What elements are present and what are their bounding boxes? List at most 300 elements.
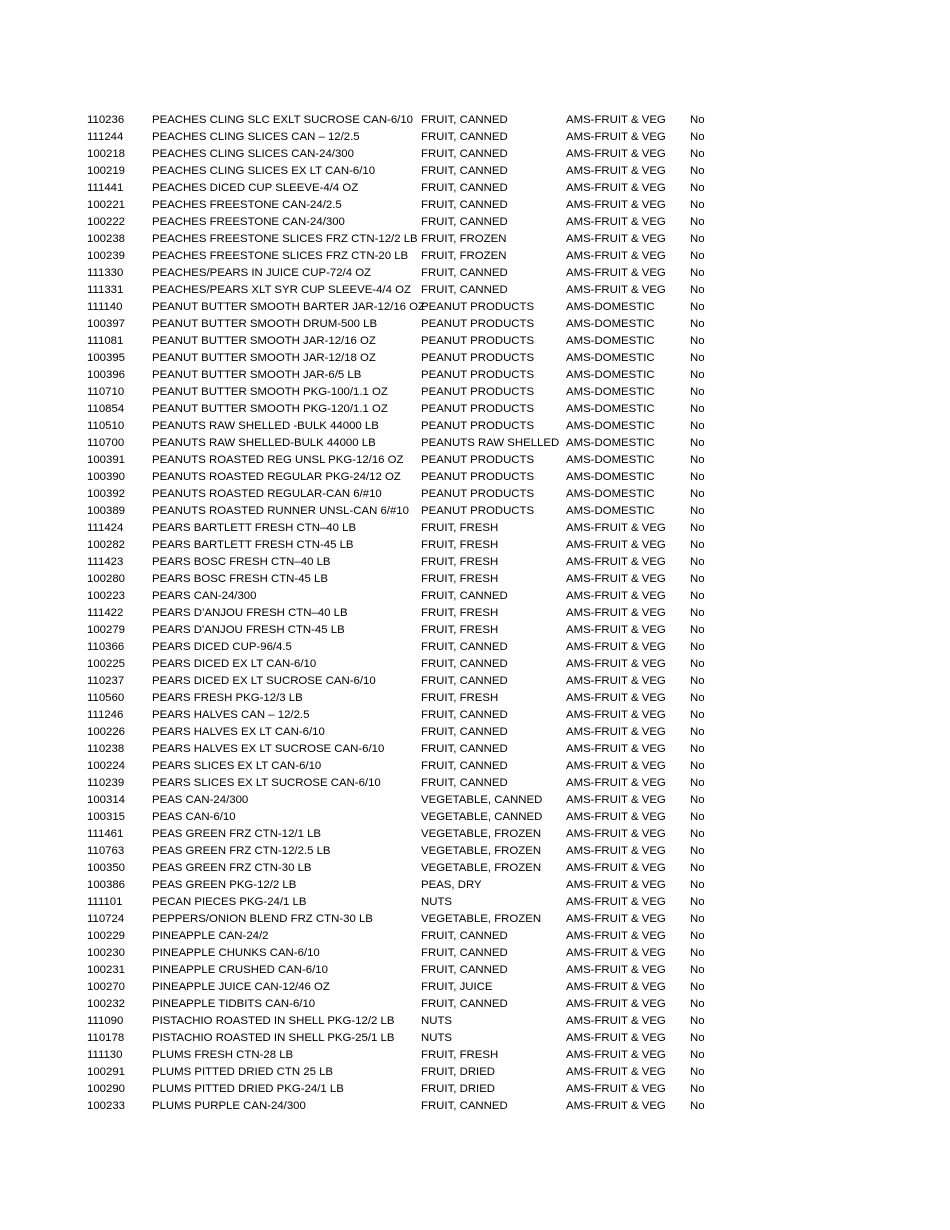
commodity-category: FRUIT, FRESH bbox=[421, 556, 499, 568]
commodity-flag: No bbox=[690, 573, 705, 585]
table-row bbox=[87, 1047, 727, 1064]
commodity-description: PEARS DICED CUP-96/4.5 bbox=[152, 641, 292, 653]
commodity-description: PEACHES FREESTONE SLICES FRZ CTN-20 LB bbox=[152, 250, 409, 262]
commodity-description: PECAN PIECES PKG-24/1 LB bbox=[152, 896, 307, 908]
commodity-code: 100232 bbox=[87, 998, 126, 1010]
commodity-flag: No bbox=[690, 1032, 705, 1044]
commodity-description: PEANUT BUTTER SMOOTH PKG-120/1.1 OZ bbox=[152, 403, 388, 415]
commodity-code: 100270 bbox=[87, 981, 126, 993]
commodity-description: PINEAPPLE TIDBITS CAN-6/10 bbox=[152, 998, 316, 1010]
commodity-agency: AMS-DOMESTIC bbox=[566, 301, 655, 313]
commodity-agency: AMS-FRUIT & VEG bbox=[566, 1032, 666, 1044]
commodity-agency: AMS-FRUIT & VEG bbox=[566, 165, 666, 177]
table-row bbox=[87, 486, 727, 503]
commodity-flag: No bbox=[690, 182, 705, 194]
commodity-category: PEANUT PRODUCTS bbox=[421, 471, 535, 483]
commodity-agency: AMS-DOMESTIC bbox=[566, 471, 655, 483]
commodity-agency: AMS-FRUIT & VEG bbox=[566, 522, 666, 534]
commodity-flag: No bbox=[690, 1083, 705, 1095]
commodity-code: 111424 bbox=[87, 522, 124, 534]
commodity-flag: No bbox=[690, 267, 705, 279]
commodity-code: 100282 bbox=[87, 539, 126, 551]
commodity-flag: No bbox=[690, 505, 705, 517]
commodity-agency: AMS-FRUIT & VEG bbox=[566, 726, 666, 738]
commodity-agency: AMS-DOMESTIC bbox=[566, 505, 655, 517]
commodity-agency: AMS-FRUIT & VEG bbox=[566, 233, 666, 245]
commodity-agency: AMS-FRUIT & VEG bbox=[566, 607, 666, 619]
commodity-flag: No bbox=[690, 403, 705, 415]
commodity-code: 111461 bbox=[87, 828, 124, 840]
commodity-flag: No bbox=[690, 624, 705, 636]
commodity-category: PEANUT PRODUCTS bbox=[421, 301, 535, 313]
commodity-category: FRUIT, CANNED bbox=[421, 641, 508, 653]
commodity-agency: AMS-FRUIT & VEG bbox=[566, 777, 666, 789]
table-row bbox=[87, 163, 727, 180]
commodity-flag: No bbox=[690, 301, 705, 313]
commodity-category: PEANUT PRODUCTS bbox=[421, 403, 535, 415]
commodity-flag: No bbox=[690, 998, 705, 1010]
commodity-code: 100395 bbox=[87, 352, 126, 364]
commodity-code: 100386 bbox=[87, 879, 126, 891]
commodity-category: FRUIT, FRESH bbox=[421, 624, 499, 636]
commodity-description: PEPPERS/ONION BLEND FRZ CTN-30 LB bbox=[152, 913, 373, 925]
table-row bbox=[87, 962, 727, 979]
commodity-category: FRUIT, FRESH bbox=[421, 522, 499, 534]
commodity-description: PEAS CAN-24/300 bbox=[152, 794, 249, 806]
commodity-category: FRUIT, CANNED bbox=[421, 199, 508, 211]
commodity-code: 111331 bbox=[87, 284, 124, 296]
commodity-agency: AMS-FRUIT & VEG bbox=[566, 981, 666, 993]
commodity-flag: No bbox=[690, 1015, 705, 1027]
table-row bbox=[87, 758, 727, 775]
commodity-code: 111140 bbox=[87, 301, 123, 313]
commodity-description: PEARS BARTLETT FRESH CTN-45 LB bbox=[152, 539, 354, 551]
table-row bbox=[87, 622, 727, 639]
commodity-category: FRUIT, CANNED bbox=[421, 131, 508, 143]
commodity-category: FRUIT, FRESH bbox=[421, 539, 499, 551]
commodity-code: 110724 bbox=[87, 913, 125, 925]
commodity-description: PEANUTS ROASTED RUNNER UNSL-CAN 6/#10 bbox=[152, 505, 409, 517]
commodity-description: PLUMS PITTED DRIED CTN 25 LB bbox=[152, 1066, 334, 1078]
commodity-description: PEAS GREEN FRZ CTN-12/1 LB bbox=[152, 828, 322, 840]
table-row bbox=[87, 1030, 727, 1047]
commodity-flag: No bbox=[690, 233, 705, 245]
table-row bbox=[87, 112, 727, 129]
commodity-flag: No bbox=[690, 352, 705, 364]
commodity-description: PEACHES FREESTONE SLICES FRZ CTN-12/2 LB bbox=[152, 233, 418, 245]
commodity-code: 100239 bbox=[87, 250, 126, 262]
commodity-description: PEACHES FREESTONE CAN-24/2.5 bbox=[152, 199, 342, 211]
commodity-category: PEAS, DRY bbox=[421, 879, 482, 891]
commodity-flag: No bbox=[690, 1049, 705, 1061]
commodity-category: FRUIT, CANNED bbox=[421, 1100, 508, 1112]
commodity-category: FRUIT, CANNED bbox=[421, 148, 508, 160]
commodity-agency: AMS-FRUIT & VEG bbox=[566, 947, 666, 959]
table-row bbox=[87, 503, 727, 520]
commodity-description: PEARS BOSC FRESH CTN–40 LB bbox=[152, 556, 331, 568]
table-row bbox=[87, 520, 727, 537]
commodity-code: 100279 bbox=[87, 624, 126, 636]
commodity-description: PEACHES CLING SLICES CAN – 12/2.5 bbox=[152, 131, 360, 143]
table-row bbox=[87, 979, 727, 996]
commodity-description: PEACHES CLING SLICES CAN-24/300 bbox=[152, 148, 354, 160]
commodity-description: PEAS GREEN FRZ CTN-30 LB bbox=[152, 862, 312, 874]
table-row bbox=[87, 180, 727, 197]
commodity-flag: No bbox=[690, 386, 705, 398]
commodity-flag: No bbox=[690, 658, 705, 670]
commodity-code: 100280 bbox=[87, 573, 126, 585]
commodity-description: PEANUT BUTTER SMOOTH BARTER JAR-12/16 OZ bbox=[152, 301, 426, 313]
commodity-agency: AMS-FRUIT & VEG bbox=[566, 1100, 666, 1112]
commodity-agency: AMS-FRUIT & VEG bbox=[566, 794, 666, 806]
table-row bbox=[87, 435, 727, 452]
commodity-description: PEACHES CLING SLC EXLT SUCROSE CAN-6/10 bbox=[152, 114, 414, 126]
commodity-code: 111330 bbox=[87, 267, 124, 279]
commodity-category: FRUIT, CANNED bbox=[421, 760, 508, 772]
commodity-agency: AMS-FRUIT & VEG bbox=[566, 1083, 666, 1095]
commodity-category: PEANUT PRODUCTS bbox=[421, 488, 535, 500]
commodity-flag: No bbox=[690, 148, 705, 160]
commodity-agency: AMS-FRUIT & VEG bbox=[566, 267, 666, 279]
commodity-code: 110510 bbox=[87, 420, 125, 432]
table-row bbox=[87, 248, 727, 265]
commodity-code: 110237 bbox=[87, 675, 125, 687]
commodity-description: PEANUTS RAW SHELLED-BULK 44000 LB bbox=[152, 437, 376, 449]
table-row bbox=[87, 129, 727, 146]
table-row bbox=[87, 571, 727, 588]
commodity-agency: AMS-FRUIT & VEG bbox=[566, 743, 666, 755]
commodity-description: PEAS CAN-6/10 bbox=[152, 811, 236, 823]
commodity-category: FRUIT, FRESH bbox=[421, 607, 499, 619]
commodity-description: PEARS HALVES CAN – 12/2.5 bbox=[152, 709, 310, 721]
commodity-flag: No bbox=[690, 335, 705, 347]
commodity-category: FRUIT, FRESH bbox=[421, 692, 499, 704]
commodity-agency: AMS-DOMESTIC bbox=[566, 369, 655, 381]
commodity-code: 110560 bbox=[87, 692, 125, 704]
commodity-flag: No bbox=[690, 284, 705, 296]
table-row bbox=[87, 605, 727, 622]
commodity-description: PEACHES CLING SLICES EX LT CAN-6/10 bbox=[152, 165, 376, 177]
commodity-category: FRUIT, DRIED bbox=[421, 1066, 496, 1078]
commodity-flag: No bbox=[690, 845, 705, 857]
commodity-code: 100225 bbox=[87, 658, 126, 670]
commodity-description: PISTACHIO ROASTED IN SHELL PKG-25/1 LB bbox=[152, 1032, 395, 1044]
commodity-flag: No bbox=[690, 131, 705, 143]
table-row bbox=[87, 673, 727, 690]
commodity-flag: No bbox=[690, 743, 705, 755]
commodity-agency: AMS-FRUIT & VEG bbox=[566, 199, 666, 211]
commodity-flag: No bbox=[690, 369, 705, 381]
commodity-agency: AMS-FRUIT & VEG bbox=[566, 879, 666, 891]
commodity-agency: AMS-FRUIT & VEG bbox=[566, 845, 666, 857]
commodity-category: PEANUT PRODUCTS bbox=[421, 318, 535, 330]
commodity-flag: No bbox=[690, 726, 705, 738]
commodity-flag: No bbox=[690, 947, 705, 959]
commodity-category: FRUIT, FROZEN bbox=[421, 233, 507, 245]
table-row bbox=[87, 588, 727, 605]
commodity-code: 100238 bbox=[87, 233, 126, 245]
table-row bbox=[87, 333, 727, 350]
commodity-flag: No bbox=[690, 692, 705, 704]
commodity-description: PEANUT BUTTER SMOOTH DRUM-500 LB bbox=[152, 318, 378, 330]
commodity-code: 111246 bbox=[87, 709, 124, 721]
commodity-category: NUTS bbox=[421, 1032, 453, 1044]
commodity-agency: AMS-FRUIT & VEG bbox=[566, 131, 666, 143]
commodity-description: PEARS BARTLETT FRESH CTN–40 LB bbox=[152, 522, 357, 534]
commodity-flag: No bbox=[690, 1066, 705, 1078]
commodity-category: PEANUT PRODUCTS bbox=[421, 420, 535, 432]
commodity-description: PLUMS PITTED DRIED PKG-24/1 LB bbox=[152, 1083, 344, 1095]
commodity-description: PEANUTS ROASTED REGULAR PKG-24/12 OZ bbox=[152, 471, 401, 483]
commodity-flag: No bbox=[690, 862, 705, 874]
commodity-description: PINEAPPLE JUICE CAN-12/46 OZ bbox=[152, 981, 330, 993]
table-row bbox=[87, 1064, 727, 1081]
commodity-category: FRUIT, FRESH bbox=[421, 1049, 499, 1061]
commodity-flag: No bbox=[690, 114, 705, 126]
commodity-flag: No bbox=[690, 420, 705, 432]
table-row bbox=[87, 554, 727, 571]
commodity-agency: AMS-FRUIT & VEG bbox=[566, 964, 666, 976]
commodity-description: PEARS DICED EX LT CAN-6/10 bbox=[152, 658, 317, 670]
commodity-code: 110854 bbox=[87, 403, 125, 415]
commodity-agency: AMS-FRUIT & VEG bbox=[566, 1015, 666, 1027]
commodity-flag: No bbox=[690, 488, 705, 500]
commodity-code: 111244 bbox=[87, 131, 124, 143]
table-row bbox=[87, 214, 727, 231]
commodity-agency: AMS-DOMESTIC bbox=[566, 352, 655, 364]
table-row bbox=[87, 384, 727, 401]
table-row bbox=[87, 639, 727, 656]
commodity-category: FRUIT, DRIED bbox=[421, 1083, 496, 1095]
commodity-agency: AMS-FRUIT & VEG bbox=[566, 930, 666, 942]
commodity-category: FRUIT, CANNED bbox=[421, 777, 508, 789]
commodity-agency: AMS-FRUIT & VEG bbox=[566, 182, 666, 194]
table-row bbox=[87, 690, 727, 707]
table-row bbox=[87, 843, 727, 860]
table-row bbox=[87, 1098, 727, 1115]
commodity-flag: No bbox=[690, 216, 705, 228]
commodity-category: PEANUT PRODUCTS bbox=[421, 505, 535, 517]
commodity-agency: AMS-FRUIT & VEG bbox=[566, 760, 666, 772]
commodity-category: VEGETABLE, FROZEN bbox=[421, 913, 542, 925]
commodity-agency: AMS-DOMESTIC bbox=[566, 403, 655, 415]
table-row bbox=[87, 350, 727, 367]
commodity-category: PEANUTS RAW SHELLED bbox=[421, 437, 560, 449]
commodity-agency: AMS-FRUIT & VEG bbox=[566, 590, 666, 602]
commodity-category: FRUIT, CANNED bbox=[421, 165, 508, 177]
table-row bbox=[87, 996, 727, 1013]
table-row bbox=[87, 537, 727, 554]
commodity-code: 111101 bbox=[87, 896, 123, 908]
commodity-code: 100392 bbox=[87, 488, 126, 500]
commodity-description: PEANUT BUTTER SMOOTH JAR-12/16 OZ bbox=[152, 335, 376, 347]
commodity-agency: AMS-DOMESTIC bbox=[566, 335, 655, 347]
commodity-flag: No bbox=[690, 760, 705, 772]
commodity-flag: No bbox=[690, 828, 705, 840]
commodity-description: PEARS SLICES EX LT CAN-6/10 bbox=[152, 760, 322, 772]
commodity-code: 111090 bbox=[87, 1015, 124, 1027]
commodity-category: FRUIT, JUICE bbox=[421, 981, 493, 993]
commodity-code: 110236 bbox=[87, 114, 125, 126]
commodity-agency: AMS-FRUIT & VEG bbox=[566, 573, 666, 585]
table-row bbox=[87, 775, 727, 792]
commodity-category: FRUIT, FROZEN bbox=[421, 250, 507, 262]
commodity-description: PINEAPPLE CRUSHED CAN-6/10 bbox=[152, 964, 328, 976]
commodity-description: PINEAPPLE CHUNKS CAN-6/10 bbox=[152, 947, 320, 959]
commodity-category: VEGETABLE, CANNED bbox=[421, 794, 543, 806]
table-row bbox=[87, 894, 727, 911]
commodity-code: 100222 bbox=[87, 216, 126, 228]
commodity-category: FRUIT, CANNED bbox=[421, 964, 508, 976]
commodity-flag: No bbox=[690, 964, 705, 976]
commodity-agency: AMS-DOMESTIC bbox=[566, 488, 655, 500]
commodity-category: FRUIT, FRESH bbox=[421, 573, 499, 585]
table-row bbox=[87, 1081, 727, 1098]
commodity-description: PEANUTS RAW SHELLED -BULK 44000 LB bbox=[152, 420, 379, 432]
commodity-category: PEANUT PRODUCTS bbox=[421, 335, 535, 347]
commodity-code: 111422 bbox=[87, 607, 124, 619]
commodity-category: PEANUT PRODUCTS bbox=[421, 352, 535, 364]
commodity-agency: AMS-FRUIT & VEG bbox=[566, 1049, 666, 1061]
commodity-code: 100219 bbox=[87, 165, 126, 177]
commodity-category: FRUIT, CANNED bbox=[421, 284, 508, 296]
commodity-agency: AMS-FRUIT & VEG bbox=[566, 641, 666, 653]
commodity-code: 100229 bbox=[87, 930, 126, 942]
commodity-agency: AMS-DOMESTIC bbox=[566, 386, 655, 398]
commodity-agency: AMS-DOMESTIC bbox=[566, 437, 655, 449]
commodity-category: FRUIT, CANNED bbox=[421, 743, 508, 755]
commodity-flag: No bbox=[690, 913, 705, 925]
commodity-flag: No bbox=[690, 437, 705, 449]
commodity-code: 110238 bbox=[87, 743, 125, 755]
table-row bbox=[87, 452, 727, 469]
commodity-flag: No bbox=[690, 981, 705, 993]
commodity-agency: AMS-FRUIT & VEG bbox=[566, 828, 666, 840]
table-row bbox=[87, 741, 727, 758]
commodity-flag: No bbox=[690, 879, 705, 891]
commodity-code: 100218 bbox=[87, 148, 126, 160]
commodity-flag: No bbox=[690, 454, 705, 466]
commodity-category: NUTS bbox=[421, 1015, 453, 1027]
table-row bbox=[87, 911, 727, 928]
commodity-flag: No bbox=[690, 777, 705, 789]
table-row bbox=[87, 299, 727, 316]
commodity-agency: AMS-FRUIT & VEG bbox=[566, 556, 666, 568]
commodity-code: 100221 bbox=[87, 199, 126, 211]
table-row bbox=[87, 826, 727, 843]
commodity-description: PISTACHIO ROASTED IN SHELL PKG-12/2 LB bbox=[152, 1015, 395, 1027]
table-row bbox=[87, 809, 727, 826]
commodity-flag: No bbox=[690, 675, 705, 687]
commodity-flag: No bbox=[690, 1100, 705, 1112]
commodity-category: FRUIT, CANNED bbox=[421, 182, 508, 194]
commodity-agency: AMS-FRUIT & VEG bbox=[566, 692, 666, 704]
commodity-flag: No bbox=[690, 556, 705, 568]
commodity-category: VEGETABLE, FROZEN bbox=[421, 845, 542, 857]
commodity-code: 100230 bbox=[87, 947, 126, 959]
commodity-flag: No bbox=[690, 607, 705, 619]
table-row bbox=[87, 860, 727, 877]
commodity-category: PEANUT PRODUCTS bbox=[421, 386, 535, 398]
commodity-code: 100291 bbox=[87, 1066, 126, 1078]
commodity-agency: AMS-FRUIT & VEG bbox=[566, 675, 666, 687]
table-row bbox=[87, 231, 727, 248]
commodity-code: 100391 bbox=[87, 454, 126, 466]
commodity-code: 111081 bbox=[87, 335, 124, 347]
commodity-flag: No bbox=[690, 709, 705, 721]
commodity-agency: AMS-FRUIT & VEG bbox=[566, 658, 666, 670]
commodity-description: PEARS FRESH PKG-12/3 LB bbox=[152, 692, 303, 704]
commodity-flag: No bbox=[690, 318, 705, 330]
commodity-agency: AMS-FRUIT & VEG bbox=[566, 284, 666, 296]
table-row bbox=[87, 928, 727, 945]
commodity-description: PEARS HALVES EX LT CAN-6/10 bbox=[152, 726, 325, 738]
commodity-flag: No bbox=[690, 590, 705, 602]
commodity-category: PEANUT PRODUCTS bbox=[421, 369, 535, 381]
commodity-category: FRUIT, CANNED bbox=[421, 709, 508, 721]
commodity-agency: AMS-FRUIT & VEG bbox=[566, 148, 666, 160]
commodity-agency: AMS-FRUIT & VEG bbox=[566, 216, 666, 228]
commodity-category: FRUIT, CANNED bbox=[421, 590, 508, 602]
commodity-category: PEANUT PRODUCTS bbox=[421, 454, 535, 466]
commodity-flag: No bbox=[690, 471, 705, 483]
commodity-flag: No bbox=[690, 811, 705, 823]
commodity-agency: AMS-FRUIT & VEG bbox=[566, 998, 666, 1010]
commodity-code: 100397 bbox=[87, 318, 126, 330]
commodity-flag: No bbox=[690, 250, 705, 262]
commodity-code: 110178 bbox=[87, 1032, 125, 1044]
table-row bbox=[87, 265, 727, 282]
table-row bbox=[87, 792, 727, 809]
commodity-table bbox=[87, 112, 727, 1115]
commodity-code: 110239 bbox=[87, 777, 125, 789]
table-row bbox=[87, 724, 727, 741]
commodity-code: 111441 bbox=[87, 182, 124, 194]
commodity-code: 100389 bbox=[87, 505, 126, 517]
commodity-code: 111130 bbox=[87, 1049, 123, 1061]
commodity-description: PEARS SLICES EX LT SUCROSE CAN-6/10 bbox=[152, 777, 381, 789]
commodity-agency: AMS-FRUIT & VEG bbox=[566, 624, 666, 636]
table-row bbox=[87, 656, 727, 673]
table-row bbox=[87, 418, 727, 435]
commodity-description: PEANUT BUTTER SMOOTH PKG-100/1.1 OZ bbox=[152, 386, 388, 398]
commodity-description: PEANUTS ROASTED REGULAR-CAN 6/#10 bbox=[152, 488, 382, 500]
commodity-code: 100233 bbox=[87, 1100, 126, 1112]
commodity-code: 100226 bbox=[87, 726, 126, 738]
table-row bbox=[87, 877, 727, 894]
commodity-code: 110700 bbox=[87, 437, 125, 449]
commodity-category: VEGETABLE, FROZEN bbox=[421, 862, 542, 874]
commodity-description: PEACHES/PEARS IN JUICE CUP-72/4 OZ bbox=[152, 267, 372, 279]
commodity-flag: No bbox=[690, 522, 705, 534]
commodity-code: 110763 bbox=[87, 845, 125, 857]
commodity-description: PEACHES DICED CUP SLEEVE-4/4 OZ bbox=[152, 182, 359, 194]
commodity-agency: AMS-FRUIT & VEG bbox=[566, 862, 666, 874]
commodity-agency: AMS-DOMESTIC bbox=[566, 420, 655, 432]
commodity-agency: AMS-FRUIT & VEG bbox=[566, 709, 666, 721]
commodity-description: PEARS DICED EX LT SUCROSE CAN-6/10 bbox=[152, 675, 376, 687]
commodity-code: 111423 bbox=[87, 556, 124, 568]
commodity-description: PEANUT BUTTER SMOOTH JAR-12/18 OZ bbox=[152, 352, 376, 364]
commodity-agency: AMS-FRUIT & VEG bbox=[566, 1066, 666, 1078]
commodity-description: PEAS GREEN PKG-12/2 LB bbox=[152, 879, 297, 891]
commodity-agency: AMS-FRUIT & VEG bbox=[566, 539, 666, 551]
commodity-code: 110710 bbox=[87, 386, 125, 398]
commodity-code: 100224 bbox=[87, 760, 126, 772]
commodity-category: FRUIT, CANNED bbox=[421, 658, 508, 670]
table-row bbox=[87, 367, 727, 384]
commodity-description: PEACHES/PEARS XLT SYR CUP SLEEVE-4/4 OZ bbox=[152, 284, 411, 296]
